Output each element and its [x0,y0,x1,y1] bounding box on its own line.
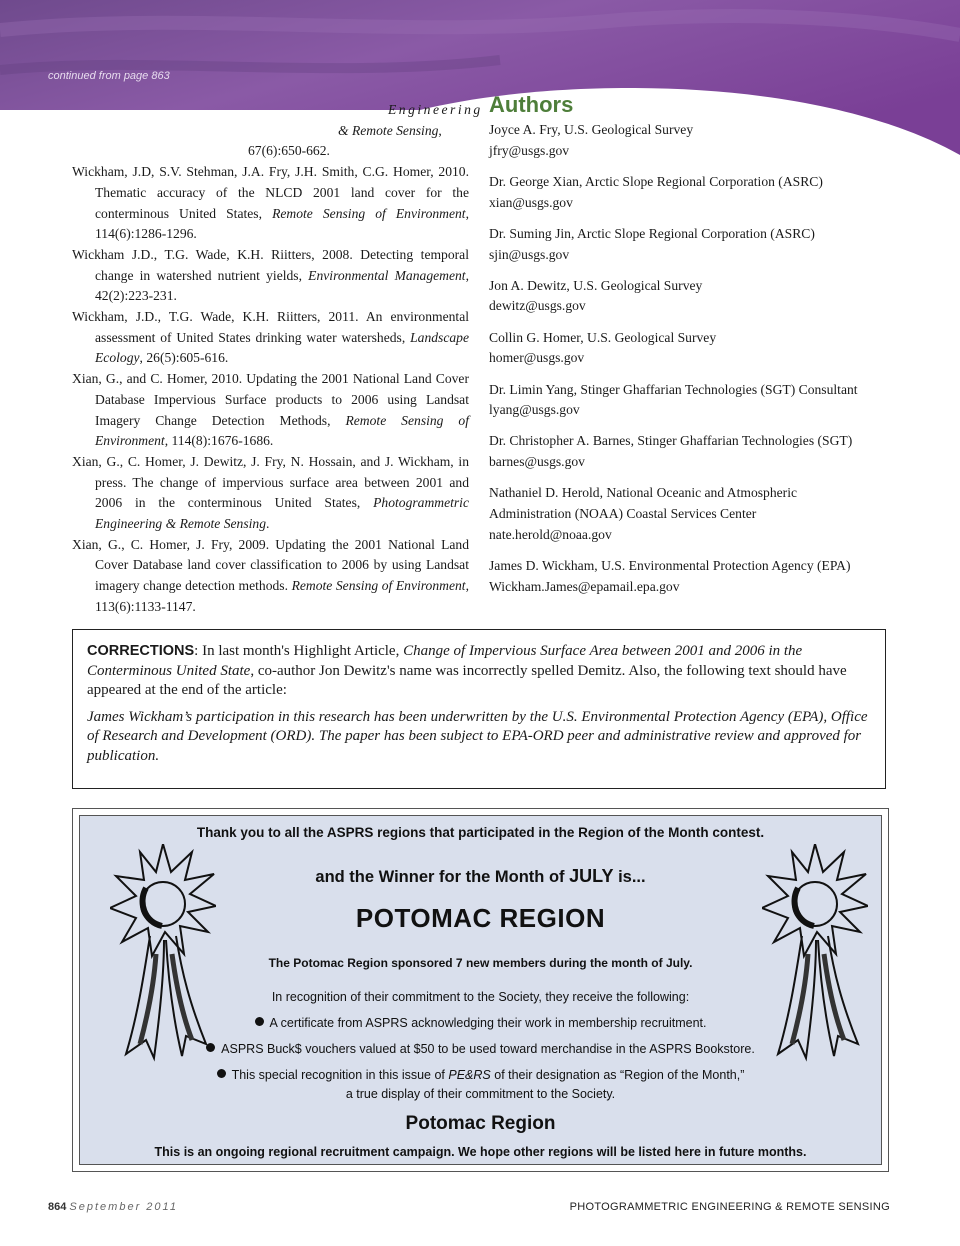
author-email: homer@usgs.gov [489,350,585,366]
journal-name: PHOTOGRAMMETRIC ENGINEERING & REMOTE SENSING [569,1201,890,1213]
benefit-item-continued: a true display of their commitment to the Society. [345,1087,616,1101]
author-email: xian@usgs.gov [489,194,573,210]
reference-entry: Xian, G., C. Homer, J. Dewitz, J. Fry, N. Hossain, and J. Wickham, in press. The change of impervious surface area between 2001 and 2006 in the conterminous United States, Photogrammetric Engineering & Remote Sensing. [72,453,469,532]
page-number: 864 [48,1201,67,1213]
author-affiliation: Dr. George Xian, Arctic Slope Regional Corporation (ASRC) [489,173,823,189]
corrections-label: CORRECTIONS [87,643,195,659]
author-email: lyang@usgs.gov [489,402,580,418]
benefit-item: ASPRS Buck$ vouchers valued at $50 to be used toward merchandise in the ASPRS Bookstore. [80,1042,881,1056]
ongoing-line: This is an ongoing regional recruitment campaign. We hope other regions will be listed here in future months. [154,1145,807,1159]
author-entry [489,276,909,317]
region-name: Potomac Region [405,1113,556,1134]
page-footer-left [48,1201,178,1213]
reference-entry: & Remote Sensing, [338,122,442,138]
reference-entry: Engineering [388,102,483,117]
authors-heading: Authors [489,92,574,117]
reference-entry: Wickham, J.D, S.V. Stehman, J.A. Fry, J.H. Smith, C.G. Homer, 2010. Thematic accuracy of the NLCD 2001 land cover for the conterminous United States, Remote Sensing of Environment, 114(6):1286-1296. [72,164,469,242]
author-entry [489,483,909,545]
sponsored-line: The Potomac Region sponsored 7 new members during the month of July. [268,956,693,970]
region-title: POTOMAC REGION [355,903,606,933]
reference-entry: Xian, G., and C. Homer, 2010. Updating the 2001 National Land Cover Database Impervious Surface products to 2006 using Landsat Imagery Change Detection Methods, Remote Sensing of Environment, 114(8):1676-1686. [72,371,470,449]
benefit-item: This special recognition in this issue of PE&RS of their designation as “Region of the Month,” [80,1068,881,1082]
author-entry [489,172,909,213]
region-of-month-panel [79,815,882,1165]
region-of-month-box [72,808,889,1172]
author-email: sjin@usgs.gov [489,246,570,262]
author-entry [489,224,909,265]
author-entry [489,380,909,421]
corrections-text: CORRECTIONS: In last month's Highlight Article, Change of Impervious Surface Area between 2001 and 2006 in the Conterminous United State, co-author Jon Dewitz's name was incorrectly spelled Demitz. Also, the following text should have appeared at the end of the article: [87,643,847,698]
author-affiliation: Dr. Limin Yang, Stinger Ghaffarian Technologies (SGT) Consultant [489,381,858,397]
reference-entry: 67(6):650-662. [248,143,330,159]
author-affiliation: Joyce A. Fry, U.S. Geological Survey [489,122,694,137]
corrections-box [72,629,886,789]
bullet-icon [255,1017,264,1026]
reference-entry: Wickham, J.D., T.G. Wade, K.H. Riitters, 2011. An environmental assessment of United States drinking water watersheds, Landscape Ecology, 26(5):605-616. [72,309,469,366]
author-affiliation: Dr. Christopher A. Barnes, Stinger Ghaffarian Technologies (SGT) [489,433,853,449]
bullet-icon [206,1043,215,1052]
author-email: nate.herold@noaa.gov [489,526,612,542]
author-affiliation: James D. Wickham, U.S. Environmental Protection Agency (EPA) [489,557,851,573]
author-affiliation: Jon A. Dewitz, U.S. Geological Survey [489,277,703,293]
author-entry [489,431,909,472]
references-column [72,100,483,618]
issue-date: September 2011 [69,1201,178,1213]
author-email: dewitz@usgs.gov [489,298,586,314]
thanks-line: Thank you to all the ASPRS regions that participated in the Region of the Month contest. [196,825,765,840]
author-email: jfry@usgs.gov [489,142,570,158]
author-affiliation: Dr. Suming Jin, Arctic Slope Regional Corporation (ASRC) [489,225,815,241]
benefit-item: A certificate from ASPRS acknowledging their work in membership recruitment. [80,1016,881,1030]
article-title: Change of Impervious Surface Area between 2001 and 2006 in the Conterminous United State [87,643,803,679]
winner-line: and the Winner for the Month of JULY is... [315,866,646,886]
author-email: Wickham.James@epamail.epa.gov [489,578,680,594]
author-affiliation: Nathaniel D. Herold, National Oceanic and Atmospheric [489,485,798,501]
reference-entry: Wickham J.D., T.G. Wade, K.H. Riitters, 2008. Detecting temporal change in watershed nutrient yields, Environmental Management, 42(2):223-231. [72,246,469,304]
author-entry [489,328,909,369]
corrections-note: James Wickham’s participation in this research has been underwritten by the U.S. Environmental Protection Agency (EPA), Office of Research and Development (ORD). The paper has been subject to EPA-ORD peer and administrative review and approved for publication. [87,708,868,764]
continued-from-note: continued from page 863 [48,70,170,82]
authors-list [489,120,909,597]
author-affiliation: Administration (NOAA) Coastal Services Center [489,506,757,522]
author-affiliation: Collin G. Homer, U.S. Geological Survey [489,329,717,345]
reference-entry: Xian, G., C. Homer, J. Fry, 2009. Updating the 2001 National Land Cover Database land cover classification to 2006 by using Landsat imagery change detection methods. Remote Sensing of Environment, 113(6):1133-1147. [72,536,469,614]
author-entry [489,556,909,597]
authors-section [489,92,909,608]
recognition-line: In recognition of their commitment to the Society, they receive the following: [271,990,690,1004]
author-entry [489,120,909,161]
bullet-icon [217,1069,226,1078]
author-email: barnes@usgs.gov [489,454,585,470]
